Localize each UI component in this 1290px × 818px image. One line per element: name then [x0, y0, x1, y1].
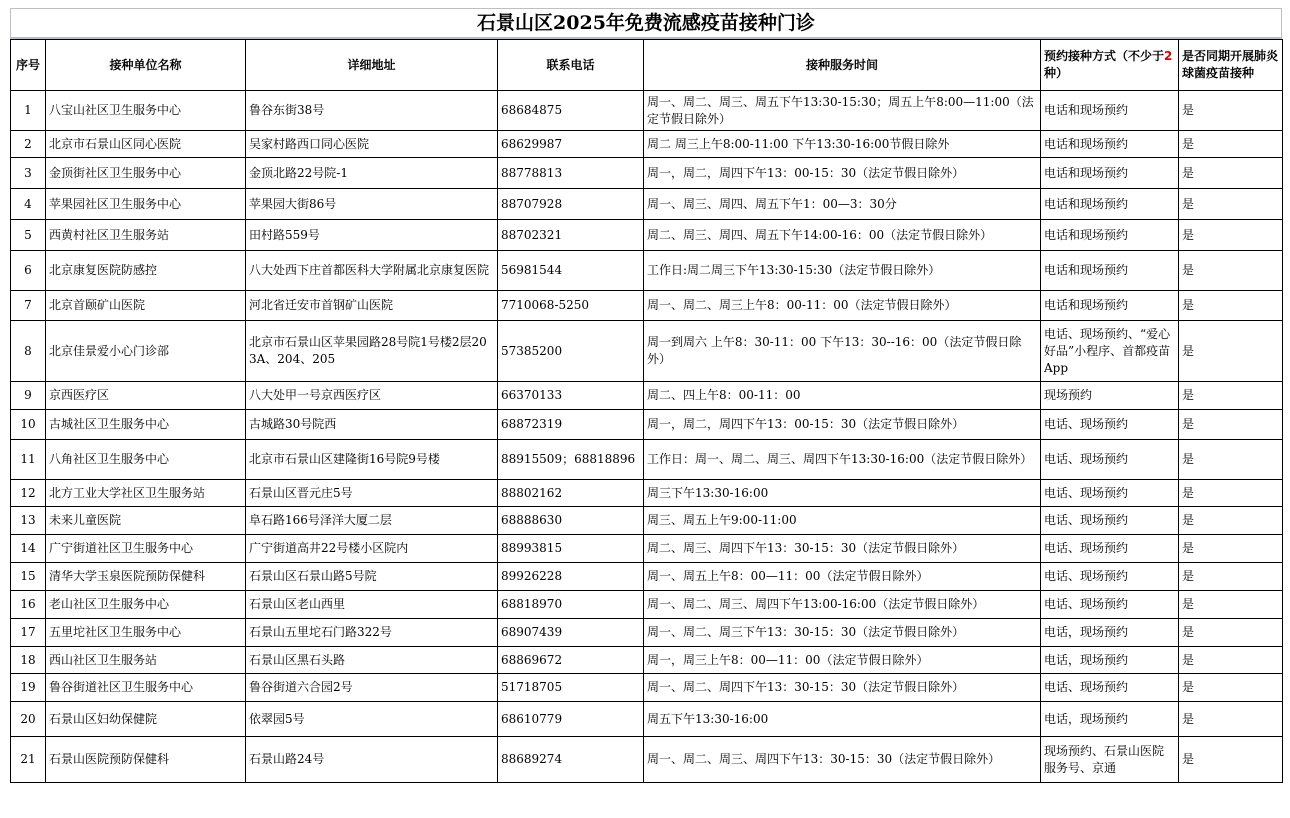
row-booking: 电话、现场预约	[1041, 591, 1179, 619]
row-unit: 金顶街社区卫生服务中心	[46, 158, 246, 189]
row-hours: 周五下午13:30-16:00	[644, 702, 1041, 737]
table-row	[11, 440, 1283, 480]
row-phone: 68907439	[498, 619, 644, 647]
row-seq: 9	[11, 382, 46, 410]
row-unit: 北京佳景爱小心门诊部	[46, 321, 246, 382]
row-address: 广宁街道高井22号楼小区院内	[246, 535, 498, 563]
header-booking-text-a: 预约接种方式（不少于	[1044, 49, 1165, 63]
row-seq: 17	[11, 619, 46, 647]
row-booking: 电话，现场预约	[1041, 619, 1179, 647]
table-row	[11, 291, 1283, 321]
row-seq: 6	[11, 251, 46, 291]
header-booking	[1041, 40, 1179, 91]
row-pneumonia: 是	[1179, 480, 1283, 507]
row-address: 河北省迁安市首钢矿山医院	[246, 291, 498, 321]
row-hours: 周一，周二，周四下午13：00-15：30（法定节假日除外）	[644, 410, 1041, 440]
row-phone: 88778813	[498, 158, 644, 189]
table-row	[11, 591, 1283, 619]
row-seq: 2	[11, 131, 46, 158]
row-phone: 51718705	[498, 674, 644, 702]
row-seq: 8	[11, 321, 46, 382]
table-row	[11, 321, 1283, 382]
row-address: 石景山区晋元庄5号	[246, 480, 498, 507]
row-pneumonia: 是	[1179, 591, 1283, 619]
header-phone: 联系电话	[498, 40, 644, 91]
row-hours: 周一到周六 上午8：30-11：00 下午13：30--16：00（法定节假日除外）	[644, 321, 1041, 382]
table-header-row	[11, 40, 1283, 91]
row-phone: 88689274	[498, 737, 644, 783]
row-address: 吴家村路西口同心医院	[246, 131, 498, 158]
row-unit: 广宁街道社区卫生服务中心	[46, 535, 246, 563]
row-pneumonia: 是	[1179, 321, 1283, 382]
row-unit: 古城社区卫生服务中心	[46, 410, 246, 440]
row-pneumonia: 是	[1179, 507, 1283, 535]
table-row	[11, 647, 1283, 674]
row-pneumonia: 是	[1179, 382, 1283, 410]
row-hours: 周一，周三上午8：00—11：00（法定节假日除外）	[644, 647, 1041, 674]
row-hours: 周一、周二、周三上午8：00-11：00（法定节假日除外）	[644, 291, 1041, 321]
row-phone: 57385200	[498, 321, 644, 382]
row-hours: 周一、周二、周三、周五下午13:30-15:30；周五上午8:00—11:00（法定节假日除外）	[644, 91, 1041, 131]
row-phone: 88915509；68818896	[498, 440, 644, 480]
row-unit: 鲁谷街道社区卫生服务中心	[46, 674, 246, 702]
row-unit: 北京首颐矿山医院	[46, 291, 246, 321]
row-booking: 电话、现场预约、“爱心好品”小程序、首都疫苗App	[1041, 321, 1179, 382]
row-unit: 北京康复医院防感控	[46, 251, 246, 291]
row-pneumonia: 是	[1179, 440, 1283, 480]
row-hours: 周一、周二、周三、周四下午13：30-15：30（法定节假日除外）	[644, 737, 1041, 783]
row-pneumonia: 是	[1179, 674, 1283, 702]
row-phone: 68869672	[498, 647, 644, 674]
row-seq: 14	[11, 535, 46, 563]
row-phone: 68684875	[498, 91, 644, 131]
row-hours: 周一、周二、周三下午13：30-15：30（法定节假日除外）	[644, 619, 1041, 647]
row-unit: 老山社区卫生服务中心	[46, 591, 246, 619]
row-seq: 16	[11, 591, 46, 619]
row-phone: 68629987	[498, 131, 644, 158]
table-row	[11, 91, 1283, 131]
row-pneumonia: 是	[1179, 158, 1283, 189]
row-address: 苹果园大街86号	[246, 189, 498, 220]
row-booking: 现场预约、石景山医院服务号、京通	[1041, 737, 1179, 783]
table-row	[11, 535, 1283, 563]
row-booking: 电话和现场预约	[1041, 131, 1179, 158]
row-booking: 电话、现场预约	[1041, 480, 1179, 507]
row-address: 田村路559号	[246, 220, 498, 251]
row-unit: 八宝山社区卫生服务中心	[46, 91, 246, 131]
row-seq: 13	[11, 507, 46, 535]
row-booking: 电话、现场预约	[1041, 410, 1179, 440]
row-unit: 西山社区卫生服务站	[46, 647, 246, 674]
row-booking: 电话和现场预约	[1041, 251, 1179, 291]
row-phone: 68872319	[498, 410, 644, 440]
row-booking: 电话、现场预约	[1041, 535, 1179, 563]
row-address: 八大处西下庄首都医科大学附属北京康复医院	[246, 251, 498, 291]
row-phone: 68818970	[498, 591, 644, 619]
table-row	[11, 382, 1283, 410]
row-seq: 18	[11, 647, 46, 674]
row-pneumonia: 是	[1179, 220, 1283, 251]
row-hours: 周一，周二，周四下午13：00-15：30（法定节假日除外）	[644, 158, 1041, 189]
row-seq: 10	[11, 410, 46, 440]
header-address: 详细地址	[246, 40, 498, 91]
table-row	[11, 158, 1283, 189]
row-unit: 西黄村社区卫生服务站	[46, 220, 246, 251]
row-phone: 88707928	[498, 189, 644, 220]
row-unit: 北方工业大学社区卫生服务站	[46, 480, 246, 507]
row-booking: 电话、现场预约	[1041, 507, 1179, 535]
row-phone: 66370133	[498, 382, 644, 410]
row-phone: 68888630	[498, 507, 644, 535]
row-unit: 五里坨社区卫生服务中心	[46, 619, 246, 647]
row-address: 石景山区黑石头路	[246, 647, 498, 674]
row-seq: 19	[11, 674, 46, 702]
row-booking: 电话、现场预约	[1041, 563, 1179, 591]
row-booking: 电话，现场预约	[1041, 702, 1179, 737]
row-phone: 89926228	[498, 563, 644, 591]
row-unit: 八角社区卫生服务中心	[46, 440, 246, 480]
sheet-title: 石景山区2025年免费流感疫苗接种门诊	[10, 8, 1282, 39]
table-row	[11, 480, 1283, 507]
table-row	[11, 189, 1283, 220]
row-booking: 电话和现场预约	[1041, 91, 1179, 131]
row-address: 八大处甲一号京西医疗区	[246, 382, 498, 410]
row-unit: 清华大学玉泉医院预防保健科	[46, 563, 246, 591]
row-booking: 电话，现场预约	[1041, 647, 1179, 674]
row-booking: 电话、现场预约	[1041, 440, 1179, 480]
row-pneumonia: 是	[1179, 91, 1283, 131]
row-unit: 北京市石景山区同心医院	[46, 131, 246, 158]
row-hours: 周一、周五上午8：00—11：00（法定节假日除外）	[644, 563, 1041, 591]
row-address: 古城路30号院西	[246, 410, 498, 440]
header-booking-text-b: 种）	[1044, 66, 1069, 80]
row-seq: 21	[11, 737, 46, 783]
row-seq: 15	[11, 563, 46, 591]
row-seq: 11	[11, 440, 46, 480]
row-address: 鲁谷街道六合园2号	[246, 674, 498, 702]
vaccine-clinic-sheet	[10, 8, 1282, 783]
table-row	[11, 563, 1283, 591]
row-pneumonia: 是	[1179, 189, 1283, 220]
row-seq: 1	[11, 91, 46, 131]
row-booking: 电话和现场预约	[1041, 291, 1179, 321]
row-booking: 电话和现场预约	[1041, 189, 1179, 220]
header-booking-number: 2	[1164, 49, 1173, 63]
table-row	[11, 410, 1283, 440]
row-hours: 周二、周三、周四、周五下午14:00-16：00（法定节假日除外）	[644, 220, 1041, 251]
table-row	[11, 507, 1283, 535]
row-address: 鲁谷东街38号	[246, 91, 498, 131]
row-seq: 5	[11, 220, 46, 251]
row-phone: 88993815	[498, 535, 644, 563]
row-seq: 12	[11, 480, 46, 507]
row-pneumonia: 是	[1179, 251, 1283, 291]
table-row	[11, 131, 1283, 158]
row-hours: 工作日：周一、周二、周三、周四下午13:30-16:00（法定节假日除外）	[644, 440, 1041, 480]
row-address: 北京市石景山区苹果园路28号院1号楼2层203A、204、205	[246, 321, 498, 382]
clinic-table	[10, 39, 1283, 783]
row-address: 金顶北路22号院-1	[246, 158, 498, 189]
row-pneumonia: 是	[1179, 410, 1283, 440]
row-seq: 3	[11, 158, 46, 189]
row-phone: 56981544	[498, 251, 644, 291]
row-unit: 京西医疗区	[46, 382, 246, 410]
row-phone: 88802162	[498, 480, 644, 507]
row-hours: 周一、周二、周四下午13：30-15：30（法定节假日除外）	[644, 674, 1041, 702]
row-hours: 周三、周五上午9:00-11:00	[644, 507, 1041, 535]
row-pneumonia: 是	[1179, 535, 1283, 563]
row-phone: 68610779	[498, 702, 644, 737]
row-hours: 周二、周三、周四下午13：30-15：30（法定节假日除外）	[644, 535, 1041, 563]
row-pneumonia: 是	[1179, 702, 1283, 737]
table-row	[11, 251, 1283, 291]
row-address: 石景山五里坨石门路322号	[246, 619, 498, 647]
table-row	[11, 702, 1283, 737]
row-hours: 周一、周二、周三、周四下午13:00-16:00（法定节假日除外）	[644, 591, 1041, 619]
row-address: 石景山路24号	[246, 737, 498, 783]
row-unit: 石景山医院预防保健科	[46, 737, 246, 783]
row-pneumonia: 是	[1179, 737, 1283, 783]
row-phone: 7710068-5250	[498, 291, 644, 321]
row-pneumonia: 是	[1179, 647, 1283, 674]
row-address: 石景山区石景山路5号院	[246, 563, 498, 591]
row-unit: 苹果园社区卫生服务中心	[46, 189, 246, 220]
header-unit: 接种单位名称	[46, 40, 246, 91]
row-hours: 周二 周三上午8:00-11:00 下午13:30-16:00节假日除外	[644, 131, 1041, 158]
table-row	[11, 737, 1283, 783]
row-pneumonia: 是	[1179, 131, 1283, 158]
row-hours: 周一、周三、周四、周五下午1：00—3：30分	[644, 189, 1041, 220]
row-address: 依翠园5号	[246, 702, 498, 737]
table-row	[11, 674, 1283, 702]
table-row	[11, 619, 1283, 647]
row-booking: 电话和现场预约	[1041, 220, 1179, 251]
row-booking: 电话、现场预约	[1041, 674, 1179, 702]
row-phone: 88702321	[498, 220, 644, 251]
row-seq: 7	[11, 291, 46, 321]
row-hours: 周三下午13:30-16:00	[644, 480, 1041, 507]
row-unit: 未来儿童医院	[46, 507, 246, 535]
row-booking: 现场预约	[1041, 382, 1179, 410]
row-hours: 工作日:周二周三下午13:30-15:30（法定节假日除外）	[644, 251, 1041, 291]
header-pneumonia: 是否同期开展肺炎球菌疫苗接种	[1179, 40, 1283, 91]
row-hours: 周二、四上午8：00-11：00	[644, 382, 1041, 410]
row-seq: 20	[11, 702, 46, 737]
header-seq: 序号	[11, 40, 46, 91]
row-address: 阜石路166号泽洋大厦二层	[246, 507, 498, 535]
row-pneumonia: 是	[1179, 563, 1283, 591]
row-address: 石景山区老山西里	[246, 591, 498, 619]
row-pneumonia: 是	[1179, 291, 1283, 321]
row-unit: 石景山区妇幼保健院	[46, 702, 246, 737]
table-row	[11, 220, 1283, 251]
header-hours: 接种服务时间	[644, 40, 1041, 91]
row-pneumonia: 是	[1179, 619, 1283, 647]
row-address: 北京市石景山区建隆街16号院9号楼	[246, 440, 498, 480]
row-seq: 4	[11, 189, 46, 220]
row-booking: 电话和现场预约	[1041, 158, 1179, 189]
